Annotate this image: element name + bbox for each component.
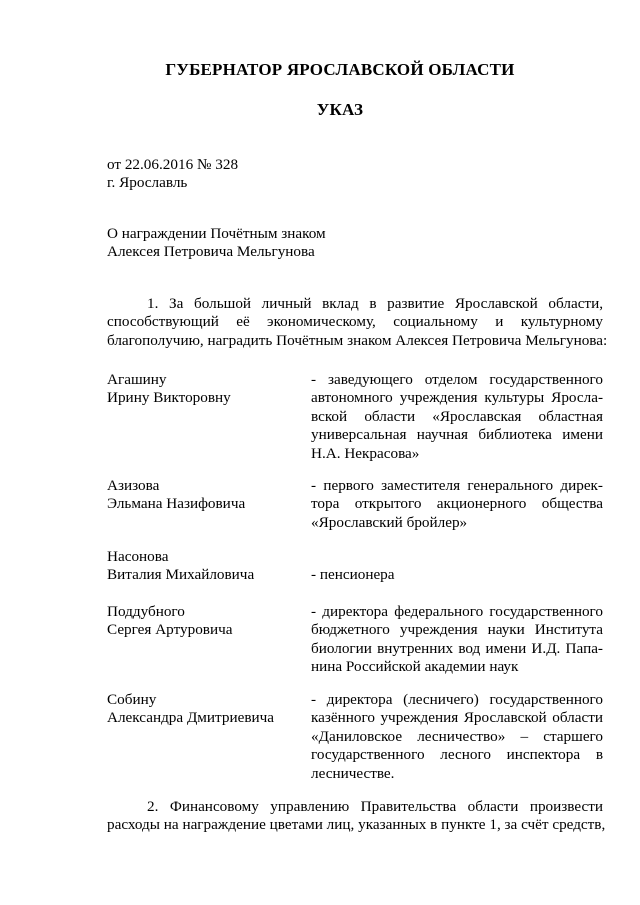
description-line: тора открытого акционерного общества (311, 495, 603, 513)
paragraph-2 (107, 798, 606, 835)
awardee-description (311, 371, 603, 463)
paragraph-1-line: благополучию, наградить Почётным знаком Алексея Петровича Мельгунова: (107, 331, 608, 349)
description-line: вской области «Ярославская областная (311, 407, 603, 425)
description-line: казённого учреждения Ярославской области (311, 709, 603, 727)
awardee-name (107, 477, 297, 514)
description-line: нина Российской академии наук (311, 658, 519, 676)
awardee-surname: Собину (107, 691, 157, 708)
paragraph-2-line: расходы на награждение цветами лиц, указанных в пункте 1, за счёт средств, (107, 816, 606, 834)
description-line: государственного лесного инспектора в (311, 746, 603, 764)
awardee-surname: Насонова (107, 548, 169, 565)
awardee-given-names: Сергея Артуровича (107, 621, 233, 639)
description-line: биологии внутренних вод имени И.Д. Папа- (311, 639, 603, 657)
description-line: бюджетного учреждения науки Института (311, 621, 603, 639)
awardee-name (107, 603, 297, 640)
description-line: «Даниловское лесничество» – старшего (311, 727, 603, 745)
date-number: от 22.06.2016 № 328 (107, 156, 239, 173)
description-line: лесничестве. (311, 764, 395, 782)
awardee-description (311, 603, 603, 677)
awardee-surname: Поддубного (107, 603, 185, 620)
description-line: - пенсионера (311, 566, 395, 583)
awardee-description (311, 477, 603, 532)
awardee-given-names: Виталия Михайловича (107, 566, 255, 584)
awardee-name (107, 371, 297, 408)
description-line: универсальная научная библиотека имени (311, 426, 603, 444)
description-line: - первого заместителя генерального дирек- (311, 477, 603, 494)
awardee-name (107, 691, 297, 728)
awardee-given-names: Александра Дмитриевича (107, 709, 275, 727)
awardee-name (107, 548, 297, 585)
description-line: - директора (лесничего) государственного (311, 691, 603, 708)
description-line: «Ярославский бройлер» (311, 513, 468, 531)
description-line: - заведующего отделом государственного (311, 371, 603, 388)
description-line: - директора федерального государственного (311, 603, 603, 620)
awardee-given-names: Ирину Викторовну (107, 389, 231, 407)
awardee-surname: Агашину (107, 371, 167, 388)
awardee-surname: Азизова (107, 477, 160, 494)
paragraph-2-line: 2. Финансовому управлению Правительства области произвести (147, 798, 603, 815)
paragraph-1 (107, 295, 608, 350)
subject-line-2: Алексея Петровича Мельгунова (107, 243, 315, 260)
paragraph-1-line: способствующий её экономическому, социальному и культурному (107, 313, 603, 331)
city: г. Ярославль (107, 174, 188, 191)
issuing-authority: ГУБЕРНАТОР ЯРОСЛАВСКОЙ ОБЛАСТИ (165, 60, 515, 79)
awardee-given-names: Эльмана Назифовича (107, 495, 246, 513)
awardee-description (311, 566, 603, 584)
description-line: автономного учреждения культуры Яросла- (311, 389, 603, 407)
document-type: УКАЗ (316, 100, 364, 119)
paragraph-1-line: 1. За большой личный вклад в развитие Ярославской области, (147, 295, 603, 312)
subject-line-1: О награждении Почётным знаком (107, 225, 326, 242)
description-line: Н.А. Некрасова» (311, 444, 420, 462)
awardee-description (311, 691, 603, 783)
